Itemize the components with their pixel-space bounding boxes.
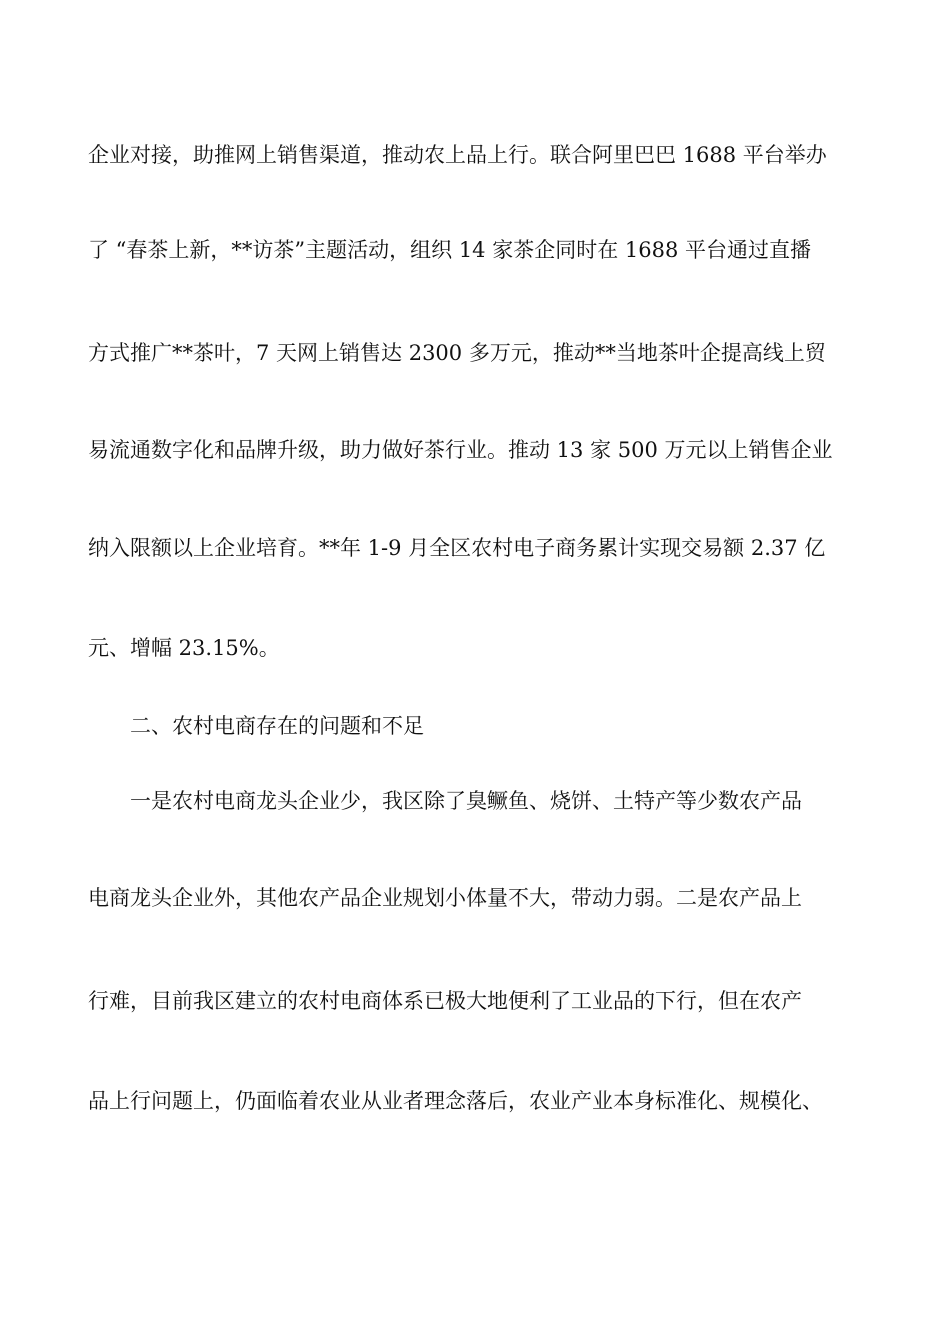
paragraph-2-line-3: 行难，目前我区建立的农村电商体系已极大地便利了工业品的下行，但在农产 (88, 989, 802, 1013)
paragraph-1-line-1: 企业对接，助推网上销售渠道，推动农上品上行。联合阿里巴巴 1688 平台举办 (88, 143, 827, 167)
paragraph-1-line-2: 了 “春茶上新，**访茶”主题活动，组织 14 家茶企同时在 1688 平台通过直播 (88, 238, 812, 262)
paragraph-1-line-3: 方式推广**茶叶，7 天网上销售达 2300 多万元，推动**当地茶叶企提高线上贸 (88, 341, 826, 365)
paragraph-1-line-6: 元、增幅 23.15%。 (88, 636, 280, 660)
paragraph-2-line-1: 一是农村电商龙头企业少，我区除了臭鳜鱼、烧饼、土特产等少数农产品 (130, 789, 802, 813)
paragraph-2-line-2: 电商龙头企业外，其他农产品企业规划小体量不大，带动力弱。二是农产品上 (88, 886, 802, 910)
paragraph-1-line-4: 易流通数字化和品牌升级，助力做好茶行业。推动 13 家 500 万元以上销售企业 (88, 438, 833, 462)
paragraph-1-line-5: 纳入限额以上企业培育。**年 1-9 月全区农村电子商务累计实现交易额 2.37 亿 (88, 536, 826, 560)
paragraph-2-line-4: 品上行问题上，仍面临着农业从业者理念落后，农业产业本身标准化、规模化、 (88, 1089, 823, 1113)
section-heading: 二、农村电商存在的问题和不足 (130, 714, 424, 738)
